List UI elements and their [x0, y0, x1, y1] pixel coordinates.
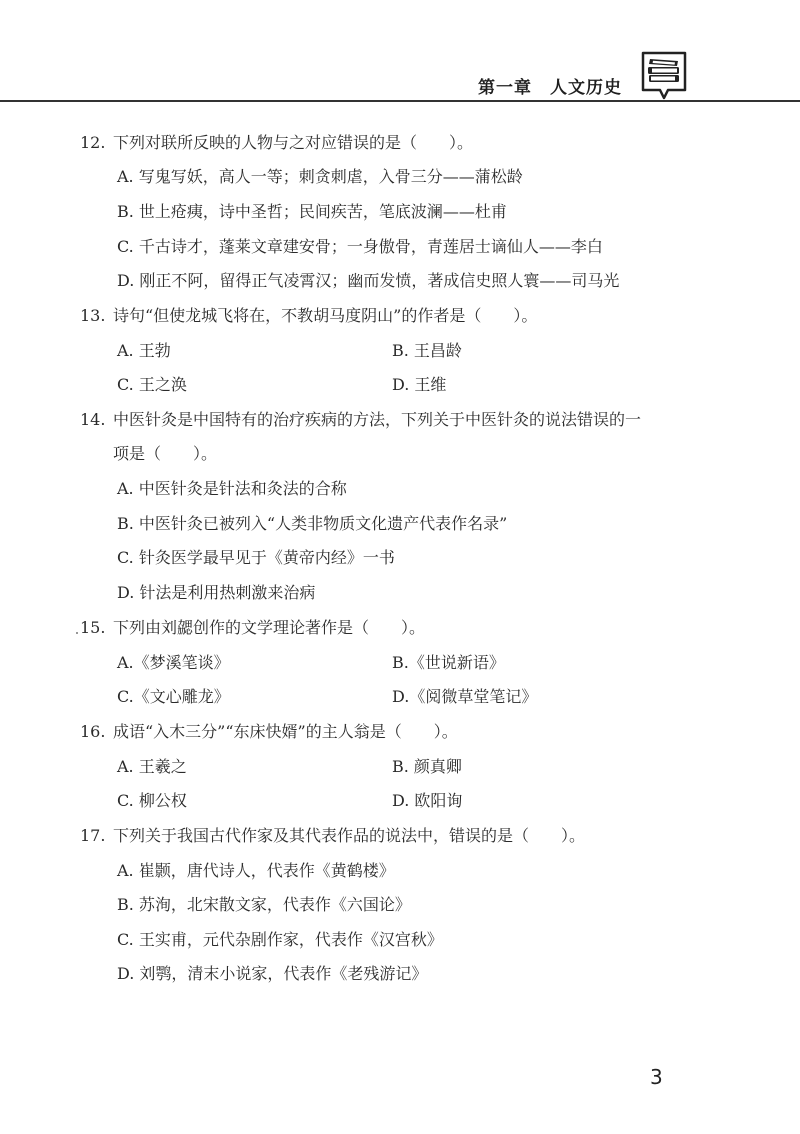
- question-text: 中医针灸是中国特有的治疗疾病的方法，下列关于中医针灸的说法错误的一: [113, 410, 642, 429]
- question-text: 成语“入木三分”“东床快婿”的主人翁是（ ）。: [113, 722, 458, 741]
- question-number: 13.: [80, 306, 106, 325]
- book-stack-icon: [640, 50, 688, 106]
- header-rule: [0, 100, 800, 102]
- question-number: 14.: [80, 410, 106, 429]
- option-d: D. 欧阳询: [392, 791, 463, 810]
- option-a: A. 崔颢，唐代诗人，代表作《黄鹤楼》: [117, 861, 395, 880]
- question-number: 15.: [80, 618, 106, 637]
- option-a: A.《梦溪笔谈》: [117, 653, 230, 672]
- question-text: 下列关于我国古代作家及其代表作品的说法中，错误的是（ ）。: [113, 826, 586, 845]
- question-text: 下列由刘勰创作的文学理论著作是（ ）。: [113, 618, 426, 637]
- option-a: A. 王羲之: [117, 757, 187, 776]
- option-c: C.《文心雕龙》: [117, 687, 230, 706]
- page-number: 3: [650, 1065, 663, 1089]
- option-d: D. 针法是利用热刺激来治病: [117, 583, 316, 602]
- question-text: 诗句“但使龙城飞将在，不教胡马度阴山”的作者是（ ）。: [113, 306, 538, 325]
- option-d: D. 王维: [392, 375, 447, 394]
- option-a: A. 王勃: [117, 341, 171, 360]
- option-d: D. 刘鹗，清末小说家，代表作《老残游记》: [117, 964, 428, 983]
- question-text-cont: 项是（ ）。: [113, 444, 218, 463]
- chapter-title: 第一章 人文历史: [478, 78, 622, 98]
- option-c: C. 针灸医学最早见于《黄帝内经》一书: [117, 548, 395, 567]
- question-number: 16.: [80, 722, 106, 741]
- option-d: D. 刚正不阿，留得正气凌霄汉；幽而发愤，著成信史照人寰——司马光: [117, 271, 620, 290]
- option-c: C. 王之涣: [117, 375, 187, 394]
- option-c: C. 千古诗才，蓬莱文章建安骨；一身傲骨，青莲居士谪仙人——李白: [117, 237, 603, 256]
- option-b: B. 王昌龄: [392, 341, 462, 360]
- option-d: D.《阅微草堂笔记》: [392, 687, 538, 706]
- page-header: [0, 0, 800, 110]
- option-b: B. 中医针灸已被列入“人类非物质文化遗产代表作名录”: [117, 514, 508, 533]
- question-number: 17.: [80, 826, 106, 845]
- option-b: B. 颜真卿: [392, 757, 462, 776]
- option-b: B. 世上疮痍，诗中圣哲；民间疾苦，笔底波澜——杜甫: [117, 202, 507, 221]
- question-text: 下列对联所反映的人物与之对应错误的是（ ）。: [113, 133, 474, 152]
- option-c: C. 柳公权: [117, 791, 187, 810]
- option-b: B.《世说新语》: [392, 653, 505, 672]
- option-a: A. 写鬼写妖，高人一等；刺贪刺虐，入骨三分——蒲松龄: [117, 167, 523, 186]
- stray-dot: [76, 632, 78, 634]
- question-number: 12.: [80, 133, 106, 152]
- option-c: C. 王实甫，元代杂剧作家，代表作《汉宫秋》: [117, 930, 443, 949]
- option-a: A. 中医针灸是针法和灸法的合称: [117, 479, 347, 498]
- option-b: B. 苏洵，北宋散文家，代表作《六国论》: [117, 895, 411, 914]
